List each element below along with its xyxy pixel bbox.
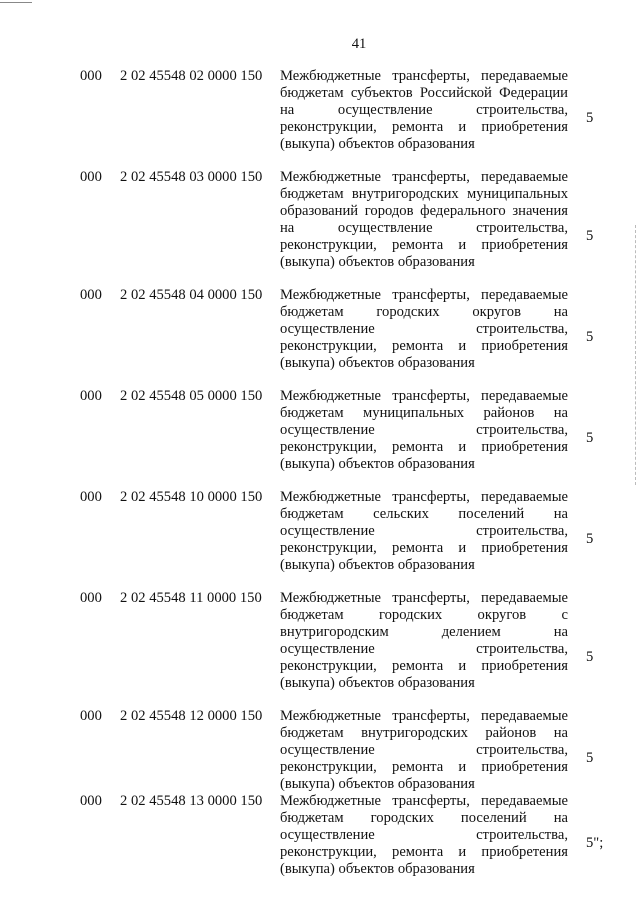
admin-code: 000 — [80, 68, 102, 84]
budget-classification-code: 2 02 45548 10 0000 150 — [120, 489, 263, 505]
admin-code: 000 — [80, 388, 102, 404]
table-row — [80, 388, 620, 473]
description-line: реконструкции, ремонта и приобретения — [280, 658, 568, 674]
description-line: Межбюджетные трансферты, передаваемые — [280, 590, 568, 606]
description-line: (выкупа) объектов образования — [280, 355, 475, 371]
description-line: реконструкции, ремонта и приобретения — [280, 439, 568, 455]
admin-code: 000 — [80, 489, 102, 505]
description-line: (выкупа) объектов образования — [280, 136, 475, 152]
description-line: Межбюджетные трансферты, передаваемые — [280, 708, 568, 724]
description-line: Межбюджетные трансферты, передаваемые — [280, 489, 568, 505]
budget-classification-code: 2 02 45548 12 0000 150 — [120, 708, 263, 724]
budget-classification-code: 2 02 45548 04 0000 150 — [120, 287, 263, 303]
description-line: реконструкции, ремонта и приобретения — [280, 759, 568, 775]
row-amount: 5 — [586, 750, 594, 766]
description-line: бюджетам внутригородских муниципальных — [280, 186, 568, 202]
description-line: Межбюджетные трансферты, передаваемые — [280, 388, 568, 404]
description-line: (выкупа) объектов образования — [280, 254, 475, 270]
row-description — [280, 489, 568, 574]
budget-classification-code: 2 02 45548 02 0000 150 — [120, 68, 263, 84]
description-line: осуществление строительства, — [280, 523, 568, 539]
row-amount: 5 — [586, 430, 594, 446]
table-row — [80, 287, 620, 372]
budget-code-table — [80, 68, 620, 894]
row-description — [280, 169, 568, 271]
description-line: бюджетам сельских поселений на — [280, 506, 568, 522]
row-amount: 5 — [586, 228, 594, 244]
description-line: реконструкции, ремонта и приобретения — [280, 119, 568, 135]
description-line: (выкупа) объектов образования — [280, 861, 475, 877]
row-amount: 5 — [586, 649, 594, 665]
description-line: осуществление строительства, — [280, 321, 568, 337]
table-row — [80, 68, 620, 153]
row-description — [280, 793, 568, 878]
description-line: осуществление строительства, — [280, 742, 568, 758]
description-line: (выкупа) объектов образования — [280, 557, 475, 573]
description-line: (выкупа) объектов образования — [280, 776, 475, 792]
table-row — [80, 489, 620, 574]
description-line: бюджетам городских поселений на — [280, 810, 568, 826]
table-row — [80, 793, 620, 878]
description-line: бюджетам городских округов с — [280, 607, 568, 623]
row-amount: 5"; — [586, 835, 604, 851]
description-line: внутригородским делением на — [280, 624, 568, 640]
table-row — [80, 590, 620, 692]
row-amount: 5 — [586, 110, 594, 126]
admin-code: 000 — [80, 287, 102, 303]
table-row — [80, 708, 620, 793]
description-line: на осуществление строительства, — [280, 220, 568, 236]
description-line: реконструкции, ремонта и приобретения — [280, 338, 568, 354]
description-line: бюджетам муниципальных районов на — [280, 405, 568, 421]
admin-code: 000 — [80, 590, 102, 606]
description-line: осуществление строительства, — [280, 641, 568, 657]
description-line: Межбюджетные трансферты, передаваемые — [280, 169, 568, 185]
table-row — [80, 169, 620, 271]
corner-scan-mark — [0, 2, 32, 3]
row-description — [280, 68, 568, 153]
row-description — [280, 388, 568, 473]
description-line: реконструкции, ремонта и приобретения — [280, 844, 568, 860]
row-description — [280, 708, 568, 793]
description-line: Межбюджетные трансферты, передаваемые — [280, 793, 568, 809]
budget-classification-code: 2 02 45548 13 0000 150 — [120, 793, 263, 809]
description-line: (выкупа) объектов образования — [280, 675, 475, 691]
description-line: бюджетам городских округов на — [280, 304, 568, 320]
description-line: бюджетам субъектов Российской Федерации — [280, 85, 568, 101]
admin-code: 000 — [80, 793, 102, 809]
description-line: Межбюджетные трансферты, передаваемые — [280, 287, 568, 303]
admin-code: 000 — [80, 169, 102, 185]
row-description — [280, 590, 568, 692]
description-line: осуществление строительства, — [280, 422, 568, 438]
description-line: Межбюджетные трансферты, передаваемые — [280, 68, 568, 84]
row-amount: 5 — [586, 329, 594, 345]
budget-classification-code: 2 02 45548 05 0000 150 — [120, 388, 263, 404]
description-line: реконструкции, ремонта и приобретения — [280, 540, 568, 556]
description-line: осуществление строительства, — [280, 827, 568, 843]
budget-classification-code: 2 02 45548 03 0000 150 — [120, 169, 263, 185]
description-line: (выкупа) объектов образования — [280, 456, 475, 472]
description-line: образований городов федерального значения — [280, 203, 568, 219]
row-amount: 5 — [586, 531, 594, 547]
row-description — [280, 287, 568, 372]
page-number: 41 — [351, 36, 367, 52]
description-line: реконструкции, ремонта и приобретения — [280, 237, 568, 253]
edge-scan-mark — [635, 225, 637, 485]
budget-classification-code: 2 02 45548 11 0000 150 — [120, 590, 262, 606]
description-line: бюджетам внутригородских районов на — [280, 725, 568, 741]
description-line: на осуществление строительства, — [280, 102, 568, 118]
admin-code: 000 — [80, 708, 102, 724]
